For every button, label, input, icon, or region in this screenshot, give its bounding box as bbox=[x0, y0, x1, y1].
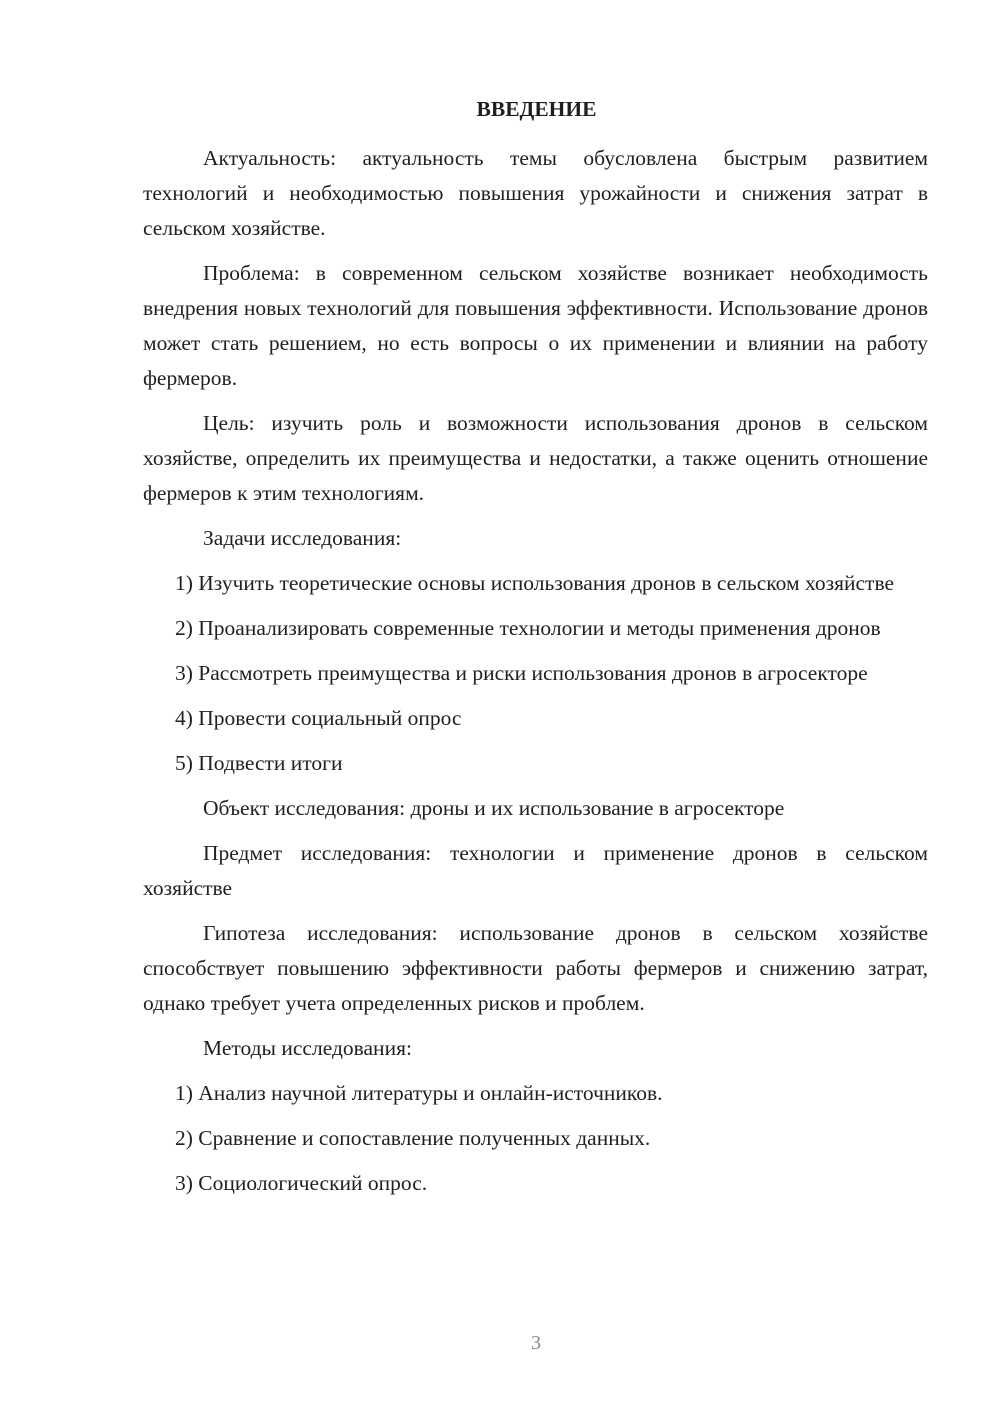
task-item-3: 3) Рассмотреть преимущества и риски использования дронов в агросекторе bbox=[175, 661, 868, 685]
task-item-2: 2) Проанализировать современные технологии и методы применения дронов bbox=[175, 616, 881, 640]
method-item-2: 2) Сравнение и сопоставление полученных данных. bbox=[175, 1126, 651, 1150]
object-paragraph: Объект исследования: дроны и их использование в агросекторе bbox=[203, 796, 785, 820]
method-item-3: 3) Социологический опрос. bbox=[175, 1171, 428, 1195]
document-page bbox=[143, 92, 928, 1211]
relevance-paragraph: Актуальность: актуальность темы обусловлена быстрым развитием технологий и необходимостью повышения урожайности и снижения затрат в сельском хозяйстве. bbox=[143, 146, 928, 240]
task-item-1: 1) Изучить теоретические основы использования дронов в сельском хозяйстве bbox=[175, 571, 895, 595]
subject-paragraph: Предмет исследования: технологии и применение дронов в сельском хозяйстве bbox=[143, 841, 928, 900]
method-item-1: 1) Анализ научной литературы и онлайн-источников. bbox=[175, 1081, 663, 1105]
hypothesis-paragraph: Гипотеза исследования: использование дронов в сельском хозяйстве способствует повышению эффективности работы фермеров и снижению затрат, однако требует учета определенных рисков и проблем. bbox=[143, 921, 928, 1015]
tasks-heading: Задачи исследования: bbox=[203, 526, 402, 550]
task-item-4: 4) Провести социальный опрос bbox=[175, 706, 462, 730]
methods-heading: Методы исследования: bbox=[203, 1036, 412, 1060]
goal-paragraph: Цель: изучить роль и возможности использования дронов в сельском хозяйстве, определить их преимущества и недостатки, а также оценить отношение фермеров к этим технологиям. bbox=[143, 411, 928, 505]
problem-paragraph: Проблема: в современном сельском хозяйстве возникает необходимость внедрения новых технологий для повышения эффективности. Использование дронов может стать решением, но есть вопросы о их применении и влиянии на работу фермеров. bbox=[143, 261, 928, 390]
task-item-5: 5) Подвести итоги bbox=[175, 751, 343, 775]
page-title: ВВЕДЕНИЕ bbox=[476, 97, 597, 121]
page-number: 3 bbox=[531, 1332, 541, 1354]
